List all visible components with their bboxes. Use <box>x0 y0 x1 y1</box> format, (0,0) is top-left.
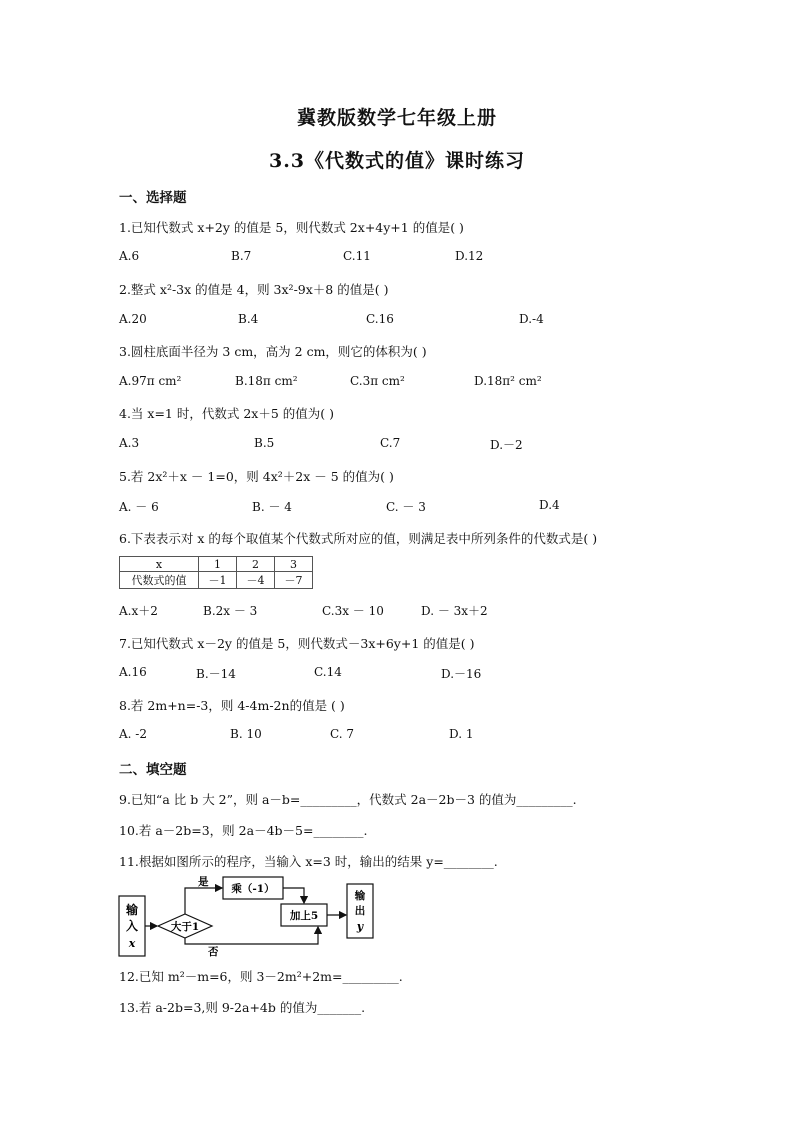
option-b: B.18π cm² <box>235 374 298 388</box>
option-a: A.97π cm² <box>119 374 182 388</box>
table-cell: 3 <box>275 557 313 572</box>
option-a: A. -2 <box>119 727 147 741</box>
option-a: A.6 <box>119 249 140 263</box>
option-d: D.-4 <box>519 312 544 326</box>
no-label: 否 <box>208 946 219 958</box>
option-b: B.7 <box>231 249 252 263</box>
option-a: A.20 <box>119 312 147 326</box>
question-12: 12.已知 m²－m=6，则 3－2m²+2m=_________. <box>119 969 403 984</box>
option-b: B. － 4 <box>252 500 292 514</box>
option-d: D.－16 <box>441 667 482 681</box>
option-b: B.－14 <box>196 667 236 681</box>
option-d: D.12 <box>455 249 484 263</box>
option-c: C.7 <box>380 436 401 450</box>
option-d: D. － 3x＋2 <box>421 604 488 618</box>
option-c: C. 7 <box>330 727 355 741</box>
option-b: B.4 <box>238 312 259 326</box>
question-10: 10.若 a－2b=3，则 2a－4b－5=________. <box>119 823 368 838</box>
option-b: B.5 <box>254 436 275 450</box>
option-c: C.3π cm² <box>350 374 405 388</box>
question-7: 7.已知代数式 x－2y 的值是 5，则代数式－3x+6y+1 的值是( ) <box>119 636 475 651</box>
table-cell: 1 <box>199 557 237 572</box>
question-5: 5.若 2x²＋x － 1=0，则 4x²＋2x － 5 的值为( ) <box>119 469 394 484</box>
table-cell: 2 <box>237 557 275 572</box>
question-3: 3.圆柱底面半径为 3 cm，高为 2 cm，则它的体积为( ) <box>119 344 427 359</box>
option-d: D. 1 <box>449 727 474 741</box>
value-table <box>119 556 313 589</box>
table-cell: －4 <box>237 572 275 589</box>
option-a: A. － 6 <box>119 500 159 514</box>
section-choice: 一、选择题 <box>119 190 187 206</box>
option-d: D.－2 <box>490 438 523 452</box>
document-title: 冀教版数学七年级上册 <box>296 107 497 129</box>
condition-label: 大于1 <box>170 921 200 933</box>
multiply-label: 乘（-1） <box>231 883 275 895</box>
option-d: D.18π² cm² <box>474 374 542 388</box>
question-4: 4.当 x=1 时，代数式 2x＋5 的值为( ) <box>119 406 334 421</box>
option-c: C.3x － 10 <box>322 604 384 618</box>
section-fill: 二、填空题 <box>119 762 187 778</box>
question-8: 8.若 2m+n=-3，则 4-4m-2n的值是 ( ) <box>119 698 345 713</box>
option-d: D.4 <box>539 498 560 512</box>
table-cell: x <box>120 557 199 572</box>
option-b: B. 10 <box>230 727 262 741</box>
option-b: B.2x － 3 <box>203 604 258 618</box>
table-row <box>120 572 313 589</box>
arrow-multiply-to-add <box>283 888 304 903</box>
program-flowchart <box>118 872 380 958</box>
question-6: 6.下表表示对 x 的每个取值某个代数式所对应的值，则满足表中所列条件的代数式是( ) <box>119 531 598 546</box>
option-c: C.14 <box>314 665 342 679</box>
option-c: C.16 <box>366 312 394 326</box>
table-cell: －7 <box>275 572 313 589</box>
arrow-yes <box>185 888 222 914</box>
add-label: 加上5 <box>289 910 319 922</box>
option-a: A.16 <box>119 665 147 679</box>
input-label-1: 输 <box>125 903 139 917</box>
output-label-2: 出 <box>354 905 366 917</box>
option-c: C.11 <box>343 249 371 263</box>
input-label-2: 入 <box>125 919 139 933</box>
question-1: 1.已知代数式 x+2y 的值是 5，则代数式 2x+4y+1 的值是( ) <box>119 220 464 235</box>
input-label-3: x <box>128 937 136 950</box>
option-c: C. － 3 <box>386 500 426 514</box>
table-row <box>120 557 313 572</box>
question-9: 9.已知“a 比 b 大 2”，则 a－b=_________，代数式 2a－2b－3 的值为_________. <box>119 792 577 807</box>
table-cell: 代数式的值 <box>120 572 199 589</box>
question-13: 13.若 a-2b=3,则 9-2a+4b 的值为_______. <box>119 1000 366 1015</box>
option-a: A.3 <box>119 436 140 450</box>
output-label-1: 输 <box>354 890 366 902</box>
output-label-3: y <box>356 920 364 933</box>
question-11: 11.根据如图所示的程序，当输入 x=3 时，输出的结果 y=________. <box>119 854 498 869</box>
option-a: A.x＋2 <box>119 604 158 618</box>
table-cell: －1 <box>199 572 237 589</box>
yes-label: 是 <box>198 876 209 888</box>
document-subtitle: 3.3《代数式的值》课时练习 <box>268 150 526 172</box>
question-2: 2.整式 x²-3x 的值是 4，则 3x²-9x＋8 的值是( ) <box>119 282 389 297</box>
